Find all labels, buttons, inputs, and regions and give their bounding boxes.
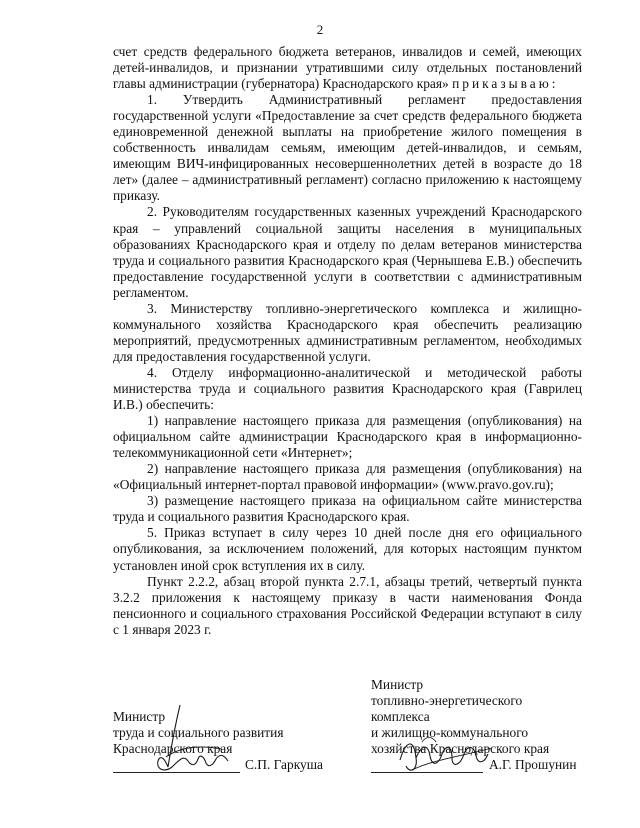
right-handwritten-signature [392, 730, 502, 780]
right-title-line: и жилищно-коммунального [371, 725, 529, 741]
left-handwritten-signature [150, 697, 240, 777]
paragraph-subitem-1: 1) направление настоящего приказа для размещения (опубликования) на официальном сайте администрации Краснодарского края в информационно-телекоммуникационной сети «Интернет»; [113, 413, 582, 461]
paragraph-item-5: 5. Приказ вступает в силу через 10 дней после дня его официального опубликования, за исключением положений, для которых настоящим пунктом установлен иной срок вступления их в силу. [113, 525, 582, 573]
right-title-line: топливно-энергетического [371, 693, 523, 709]
right-title-line: комплекса [371, 709, 430, 725]
paragraph-subitem-3: 3) размещение настоящего приказа на официальном сайте министерства труда и социального развития Краснодарского края. [113, 493, 582, 525]
paragraph-intro-text: счет средств федерального бюджета ветеранов, инвалидов и семей, имеющих детей-инвалидов, и признании утратившими силу отдельных постановлений главы администрации (губернатора) Краснодарского края» [113, 44, 582, 92]
paragraph-item-4: 4. Отделу информационно-аналитической и методической работы министерства труда и социального развития Краснодарского края (Гаврилец И.В.) обеспечить: [113, 364, 582, 413]
right-title-line: Министр [371, 677, 424, 692]
paragraph-intro [113, 44, 582, 92]
left-title-line: труда и социального развития [113, 725, 284, 741]
left-title-line: Краснодарского края [113, 741, 233, 757]
paragraph-item-5-note: Пункт 2.2.2, абзац второй пункта 2.7.1, абзацы третий, четвертый пункта 3.2.2 приложения к настоящему приказу в части наименования Фонда пенсионного и социального страхования Российской Федерации вступают в силу с 1 января 2023 г. [113, 573, 582, 637]
document-body [113, 44, 582, 638]
left-signatory-name: С.П. Гаркуша [245, 757, 323, 772]
paragraph-item-2: 2. Руководителям государственных казенных учреждений Краснодарского края – управлений социальной защиты населения в муниципальных образованиях Краснодарского края и отделу по делам ветеранов министерства труда и социального развития Краснодарского края (Чернышева Е.В.) обеспечить предоставление государственной услуги в соответствии с административным регламентом. [113, 204, 582, 300]
paragraph-item-1: 1. Утвердить Административный регламент предоставления государственной услуги «Предоставление за счет средств федерального бюджета единовременной денежной выплаты на приобретение жилого помещения в собственность инвалидам семьям, имеющим детей-инвалидов, и семьям, имеющим ВИЧ-инфицированных несовершеннолетних детей в возрасте до 18 лет» (далее – административный регламент) согласно приложению к настоящему приказу. [113, 92, 582, 204]
paragraph-item-3: 3. Министерству топливно-энергетического комплекса и жилищно-коммунального хозяйства Краснодарского края обеспечить реализацию мероприятий, предусмотренных административным регламентом, необходимых для предоставления государственной услуги. [113, 300, 582, 364]
order-word: приказываю: [452, 76, 559, 92]
left-title-line: Министр [113, 709, 166, 724]
paragraph-subitem-2: 2) направление настоящего приказа для размещения (опубликования) на «Официальный интернет-портал правовой информации» (www.pravo.gov.ru); [113, 461, 582, 493]
page-number: 2 [316, 22, 324, 37]
right-title-line: хозяйства Краснодарского края [371, 741, 550, 757]
right-signatory-name: А.Г. Прошунин [489, 757, 577, 772]
